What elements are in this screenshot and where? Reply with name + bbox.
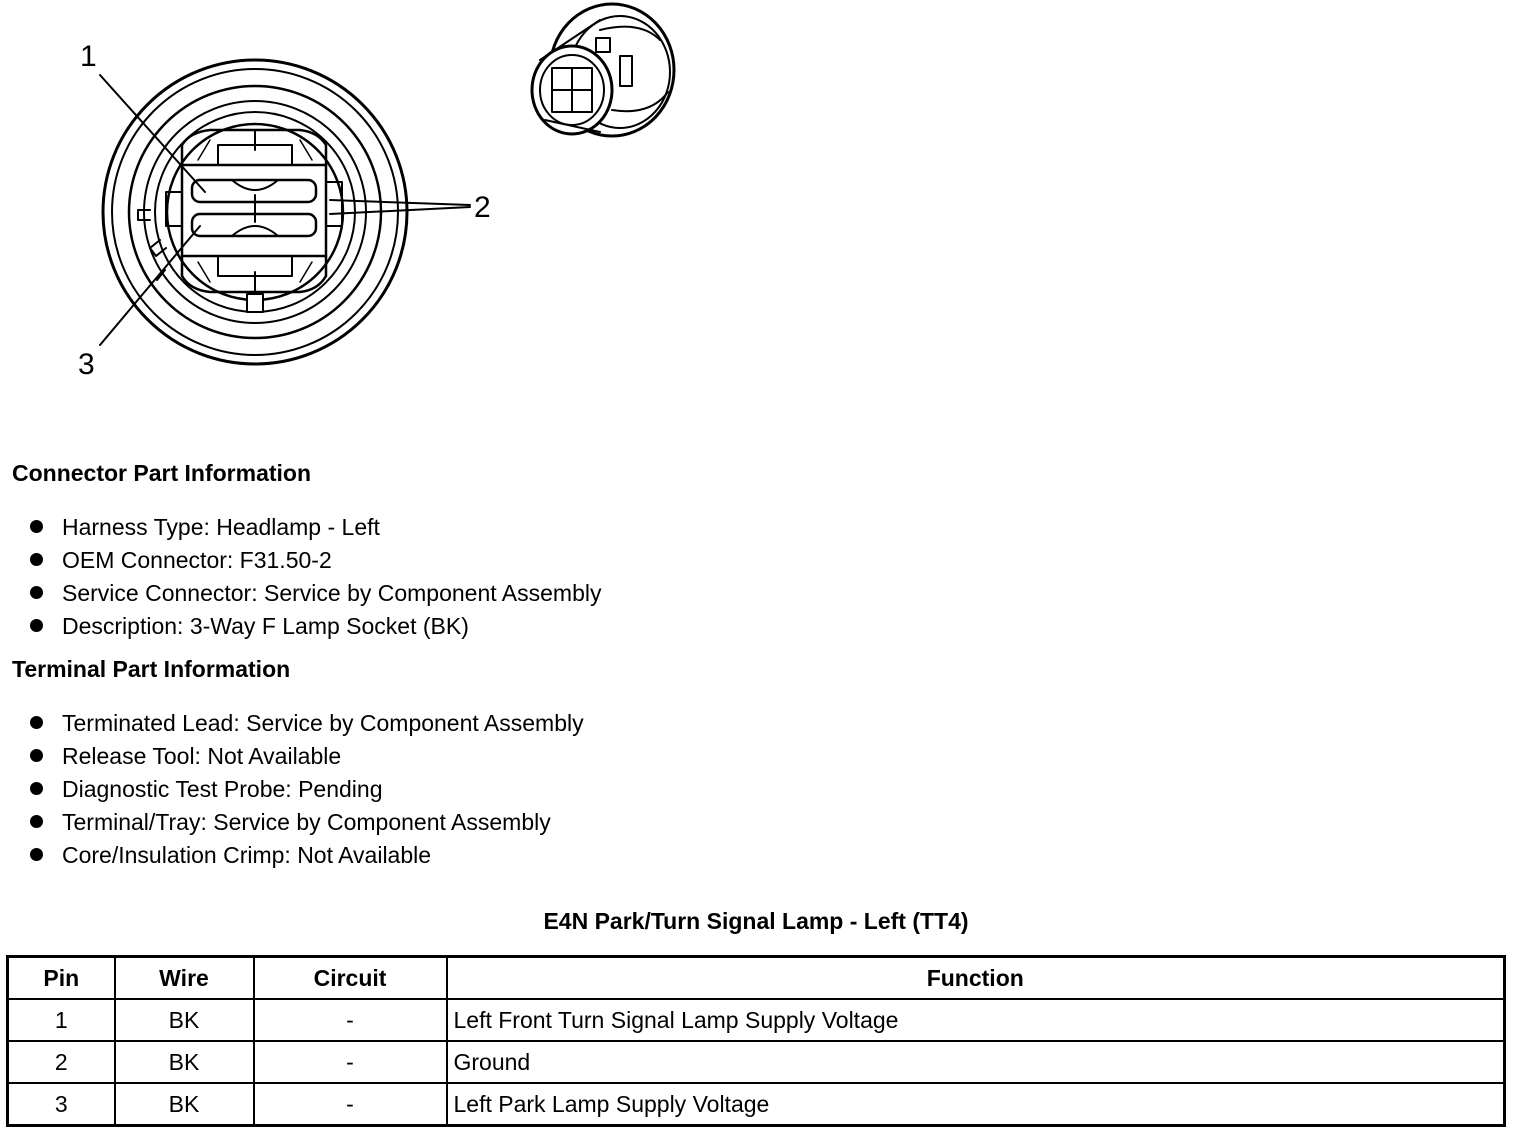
list-item: Diagnostic Test Probe: Pending	[26, 775, 584, 808]
list-item: Service Connector: Service by Component Assembly	[26, 579, 601, 612]
function-cell: Left Park Lamp Supply Voltage	[447, 1083, 1505, 1126]
list-item: OEM Connector: F31.50-2	[26, 546, 601, 579]
list-item: Description: 3-Way F Lamp Socket (BK)	[26, 612, 601, 645]
bullet-icon	[30, 815, 43, 828]
column-header-circuit: Circuit	[254, 957, 447, 1000]
circuit-cell: -	[254, 999, 447, 1041]
list-item: Harness Type: Headlamp - Left	[26, 513, 601, 546]
pin-cell: 1	[8, 999, 115, 1041]
terminal-info-list	[26, 709, 584, 874]
connector-info-title: Connector Part Information	[12, 460, 312, 486]
circuit-cell: -	[254, 1041, 447, 1083]
pin-table	[6, 955, 1506, 1127]
column-header-wire: Wire	[115, 957, 254, 1000]
bullet-icon	[30, 749, 43, 762]
bullet-icon	[30, 716, 43, 729]
socket-perspective-view	[532, 4, 674, 136]
pin-cell: 3	[8, 1083, 115, 1126]
list-item: Terminated Lead: Service by Component Assembly	[26, 709, 584, 742]
list-item: Core/Insulation Crimp: Not Available	[26, 841, 584, 874]
list-item: Release Tool: Not Available	[26, 742, 584, 775]
callout-1: 1	[80, 40, 97, 73]
callout-2: 2	[474, 191, 491, 224]
circuit-cell: -	[254, 1083, 447, 1126]
table-row	[8, 999, 1505, 1041]
function-cell: Left Front Turn Signal Lamp Supply Voltage	[447, 999, 1505, 1041]
table-header-row	[8, 957, 1505, 1000]
bullet-icon	[30, 848, 43, 861]
bullet-icon	[30, 586, 43, 599]
pin-cell: 2	[8, 1041, 115, 1083]
connector-diagram	[0, 0, 720, 420]
bullet-icon	[30, 520, 43, 533]
table-row	[8, 1041, 1505, 1083]
bullet-icon	[30, 619, 43, 632]
bullet-icon	[30, 782, 43, 795]
column-header-pin: Pin	[8, 957, 115, 1000]
pin-table-title: E4N Park/Turn Signal Lamp - Left (TT4)	[543, 908, 969, 934]
wire-cell: BK	[115, 1083, 254, 1126]
table-row	[8, 1083, 1505, 1126]
list-item: Terminal/Tray: Service by Component Assembly	[26, 808, 584, 841]
wire-cell: BK	[115, 1041, 254, 1083]
function-cell: Ground	[447, 1041, 1505, 1083]
wire-cell: BK	[115, 999, 254, 1041]
bullet-icon	[30, 553, 43, 566]
callout-3: 3	[78, 348, 95, 381]
column-header-function: Function	[447, 957, 1505, 1000]
connector-info-list	[26, 513, 601, 645]
terminal-info-title: Terminal Part Information	[12, 656, 291, 682]
